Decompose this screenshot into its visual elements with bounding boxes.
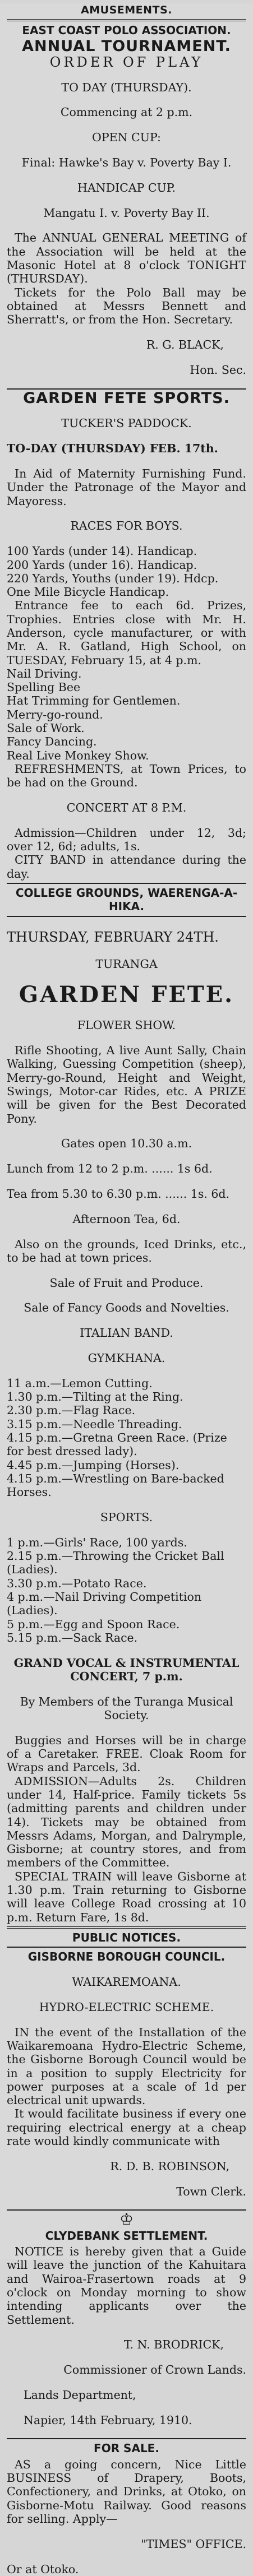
list-item: 3.30 p.m.—Potato Race. [7,1576,147,1590]
list-item: Sale of Work. [7,721,85,735]
newspaper-column [0,3,253,2576]
gymkhana-list [7,1377,246,1499]
attractions-list [7,667,246,762]
list-item: 2.15 p.m.—Throwing the Cricket Ball (Ladies). [7,1549,224,1577]
clydebank-heading: CLYDEBANK SETTLEMENT. [45,2228,208,2243]
clydebank-notice: NOTICE is hereby given that a Guide will leave the junction of the Kahuitara and Wairoa-Frasertown roads at 9 o'clock on Monday morning to show intending applicants over the Settlement. [7,2245,246,2327]
list-item: 220 Yards, Youths (under 19). Hdcp. [7,571,219,585]
fruit-produce: Sale of Fruit and Produce. [49,1276,204,1290]
list-item: 1.30 p.m.—Tilting at the Ring. [7,1390,183,1404]
commissioner-signature: T. N. BRODRICK, [123,2338,224,2352]
annual-tournament-heading: ANNUAL TOURNAMENT. [22,37,231,55]
town-clerk-signature: R. D. B. ROBINSON, [110,2159,229,2173]
public-notices-heading: PUBLIC NOTICES. [72,1930,181,1944]
divider [7,1926,246,1929]
list-item: 3.15 p.m.—Needle Threading. [7,1417,182,1431]
races-heading: RACES FOR BOYS. [70,519,183,533]
fete-date: TO-DAY (THURSDAY) FEB. 17th. [7,442,218,456]
handicap-cup-heading: HANDICAP CUP. [77,180,176,194]
hydro-electric-heading: HYDRO-ELECTRIC SCHEME. [39,2000,214,2014]
for-sale-heading: FOR SALE. [94,2441,159,2455]
fete-venue: TUCKER'S PADDOCK. [61,416,192,430]
or-at-otoko: Or at Otoko. [7,2562,79,2576]
list-item: 1 p.m.—Girls' Race, 100 yards. [7,1535,187,1549]
buggies-notice: Buggies and Horses will be in charge of a Caretaker. FREE. Cloak Room for Wraps and Parcels, 3d. [7,1733,246,1775]
race-entries: Entrance fee to each 6d. Prizes, Trophies. Entries close with Mr. H. Anderson, cycle manufacturer, or with Mr. A. R. Gatland, High School, on TUESDAY, February 15, at 4 p.m. [7,599,246,667]
fete-date-2: THURSDAY, FEBRUARY 24TH. [7,929,219,945]
fete-admission: Admission—Children under 12, 3d; over 12, 6d; adults, 1s. [7,826,246,854]
gymkhana-heading: GYMKHANA. [88,1351,165,1365]
lunch-time: Lunch from 12 to 2 p.m. ...... 1s 6d. [7,1162,213,1176]
open-cup-heading: OPEN CUP: [92,131,161,145]
polo-signature: R. G. BLACK, [146,338,224,352]
list-item: 4.15 p.m.—Gretna Green Race. (Prize for best dressed lady). [7,1430,227,1458]
attractions-description: Rifle Shooting, A live Aunt Sally, Chain Walking, Guessing Competition (sheep), Merry-go-Round, Height and Weight, Swings, Motor-car Rides, etc. A PRIZE will be given for the Best Decorated Pony. [7,1044,246,1125]
list-item: 11 a.m.—Lemon Cutting. [7,1376,153,1390]
order-of-play-heading: ORDER OF PLAY [49,54,204,70]
list-item: Spelling Bee [7,680,81,694]
divider [7,19,246,21]
fancy-goods: Sale of Fancy Goods and Novelties. [24,1301,229,1315]
city-band: CITY BAND in attendance during the day. [7,853,246,881]
commissioner-title: Commissioner of Crown Lands. [63,2363,246,2377]
list-item: 100 Yards (under 14). Handicap. [7,544,197,558]
garden-fete-sports-heading: GARDEN FETE SPORTS. [23,389,230,407]
refreshments: REFRESHMENTS, at Town Prices, to be had on the Ground. [7,762,246,790]
handicap-cup-match: Mangatu I. v. Poverty Bay II. [43,206,210,220]
section-header-amusements: AMUSEMENTS. [81,4,172,16]
special-train: SPECIAL TRAIN will leave Gisborne at 1.30 p.m. Train returning to Gisborne will leave College Road crossing at 10 p.m. Return Fare, 1s 8d. [7,1869,246,1924]
sports-heading: SPORTS. [100,1510,153,1524]
list-item: Fancy Dancing. [7,735,97,749]
for-sale-body: AS a going concern, Nice Little BUSINESS of Drapery, Boots, Confectionery, and Drinks, at Otoko, on Gisborne-Motu Railway. Good reasons for selling. Apply— [7,2457,246,2526]
polo-ball-tickets: Tickets for the Polo Ball may be obtained at Messrs Bennett and Sherratt's, or from the Hon. Secretary. [7,285,246,327]
afternoon-tea: Afternoon Tea, 6d. [72,1212,181,1226]
musical-society: By Members of the Turanga Musical Society. [20,1694,233,1722]
grand-concert: GRAND VOCAL & INSTRUMENTAL CONCERT, 7 p.m. [13,1656,240,1683]
sports-list [7,1536,246,1644]
list-item: One Mile Bicycle Handicap. [7,585,169,599]
polo-commencing: Commencing at 2 p.m. [60,105,193,119]
divider [7,883,246,884]
list-item: Merry-go-round. [7,707,103,721]
list-item: Real Live Monkey Show. [7,748,149,762]
polo-signature-title: Hon. Sec. [190,363,246,377]
borough-council-heading: GISBORNE BOROUGH COUNCIL. [27,1950,226,1964]
hydro-notice-body: IN the event of the Installation of the Waikaremoana Hydro-Electric Scheme, the Gisborne Borough Council would be in a position to supply Electricity for power purposes at a scale of 1d per electrical unit upwards. [7,2025,246,2107]
iced-drinks: Also on the grounds, Iced Drinks, etc., to be had at town prices. [7,1237,246,1264]
divider [7,1947,246,1948]
college-grounds-heading: COLLEGE GROUNDS, WAERENGA-A-HIKA. [15,886,238,914]
flower-show-heading: FLOWER SHOW. [77,1018,176,1032]
gates-open: Gates open 10.30 a.m. [61,1137,192,1151]
polo-association-heading: EAST COAST POLO ASSOCIATION. [22,24,231,38]
crown-crest-icon: ♔ [119,2210,134,2229]
italian-band: ITALIAN BAND. [80,1326,173,1340]
general-meeting-notice: The ANNUAL GENERAL MEETING of the Association will be held at the Masonic Hotel at 8 o'clock TONIGHT (THURSDAY). [7,231,246,286]
times-office: "TIMES" OFFICE. [141,2537,246,2551]
open-cup-final: Final: Hawke's Bay v. Poverty Bay I. [21,156,232,170]
list-item: 5 p.m.—Egg and Spoon Race. [7,1617,180,1631]
list-item: 2.30 p.m.—Flag Race. [7,1403,136,1417]
list-item: Nail Driving. [7,666,82,680]
divider [7,2438,246,2439]
tea-time: Tea from 5.30 to 6.30 p.m. ...... 1s. 6d. [7,1187,230,1201]
list-item: 4.15 p.m.—Wrestling on Bare-backed Horses. [7,1471,224,1499]
races-list [7,544,246,599]
concert-heading: CONCERT AT 8 P.M. [66,801,187,815]
list-item: Hat Trimming for Gentlemen. [7,694,181,708]
list-item: 200 Yards (under 16). Handicap. [7,558,197,572]
list-item: 4.45 p.m.—Jumping (Horses). [7,1458,180,1472]
town-clerk-title: Town Clerk. [176,2184,246,2198]
lands-department: Lands Department, [24,2388,136,2402]
garden-fete-heading: GARDEN FETE. [19,981,234,1008]
list-item: 5.15 p.m.—Sack Race. [7,1630,138,1644]
fete-aid: In Aid of Maternity Furnishing Fund. Under the Patronage of the Mayor and Mayoress. [7,467,246,508]
list-item: 4 p.m.—Nail Driving Competition (Ladies). [7,1590,202,1618]
clydebank-date: Napier, 14th February, 1910. [24,2413,192,2427]
waikaremoana-heading: WAIKAREMOANA. [72,1975,181,1989]
divider [7,916,246,917]
hydro-notice-request: It would facilitate business if every one requiring electrical energy at a cheap rate would kindly communicate with [7,2107,246,2148]
polo-today: TO DAY (THURSDAY). [61,80,192,94]
waerenga-admission: ADMISSION—Adults 2s. Children under 14, Half-price. Family tickets 5s (admitting parents and children under 14). Tickets may be obtained from Messrs Adams, Morgan, and Dalrymple, Gisborne; at country stores, and from members of the Committee. [7,1774,246,1870]
turanga-label: TURANGA [95,957,158,971]
